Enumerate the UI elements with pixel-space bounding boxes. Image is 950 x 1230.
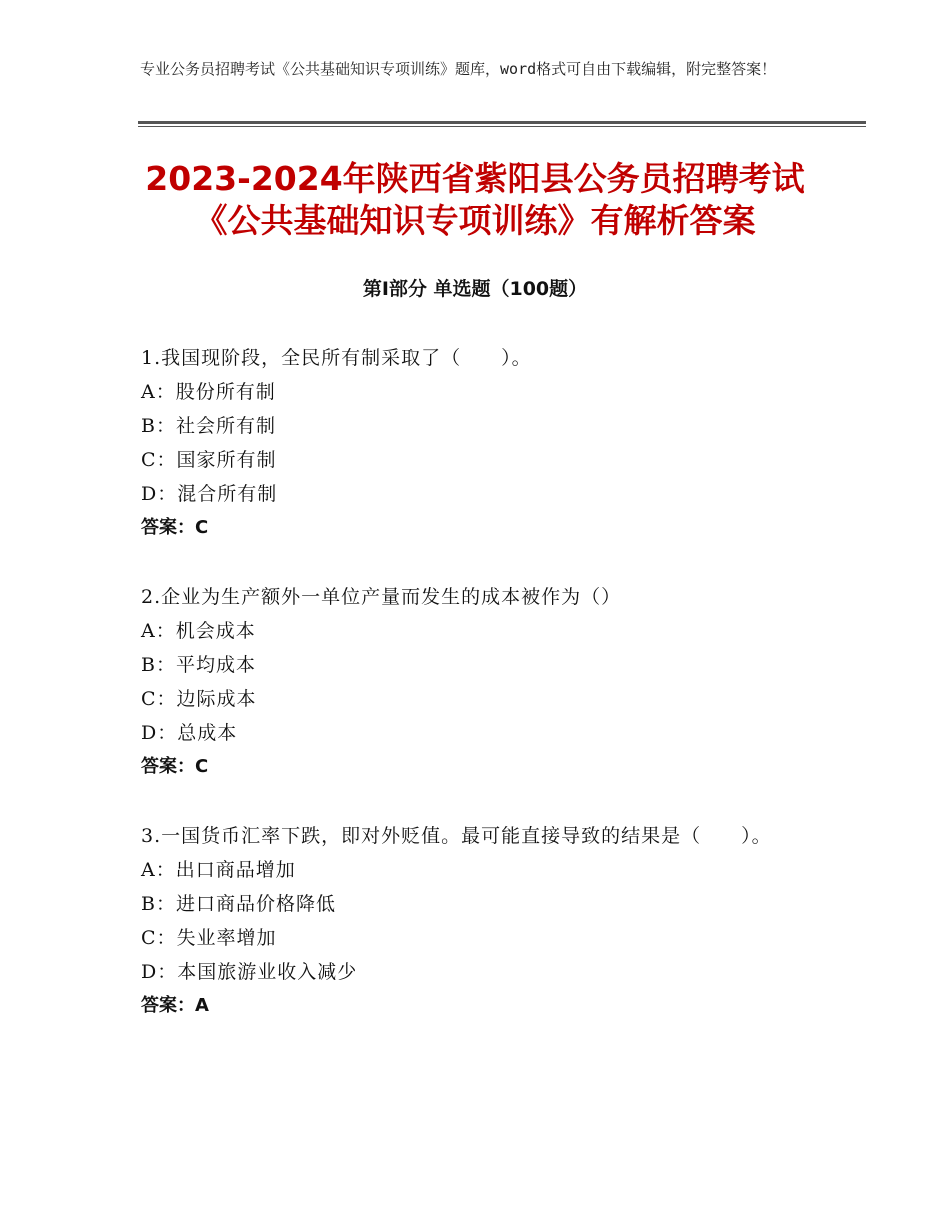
question-2 (141, 580, 821, 784)
option-c: C：边际成本 (141, 688, 257, 710)
answer: 答案：A (141, 995, 209, 1016)
answer: 答案：C (141, 517, 209, 538)
question-stem: 2.企业为生产额外一单位产量而发生的成本被作为（） (141, 586, 622, 608)
option-c: C：国家所有制 (141, 449, 277, 471)
option-b: B：社会所有制 (141, 415, 276, 437)
document-title (100, 158, 850, 242)
header-divider-thick (138, 121, 866, 124)
option-d: D：混合所有制 (141, 483, 278, 505)
header-note: 专业公务员招聘考试《公共基础知识专项训练》题库，word格式可自由下载编辑，附完整答案！ (140, 60, 777, 78)
option-a: A：机会成本 (141, 620, 256, 642)
document-title-line-1: 2023-2024年陕西省紫阳县公务员招聘考试 (145, 159, 805, 198)
section-heading: 第Ⅰ部分 单选题（100题） (362, 278, 588, 300)
option-a: A：出口商品增加 (141, 859, 296, 881)
option-b: B：进口商品价格降低 (141, 893, 336, 915)
option-d: D：本国旅游业收入减少 (141, 961, 358, 983)
question-stem: 1.我国现阶段，全民所有制采取了（ ）。 (141, 347, 532, 369)
option-d: D：总成本 (141, 722, 238, 744)
option-c: C：失业率增加 (141, 927, 277, 949)
question-stem: 3.一国货币汇率下跌，即对外贬值。最可能直接导致的结果是（ ）。 (141, 825, 772, 847)
option-a: A：股份所有制 (141, 381, 276, 403)
header-divider-thin (138, 126, 866, 127)
document-title-line-2: 《公共基础知识专项训练》有解析答案 (194, 201, 756, 240)
question-3 (141, 819, 821, 1023)
answer: 答案：C (141, 756, 209, 777)
question-1 (141, 341, 821, 545)
option-b: B：平均成本 (141, 654, 256, 676)
